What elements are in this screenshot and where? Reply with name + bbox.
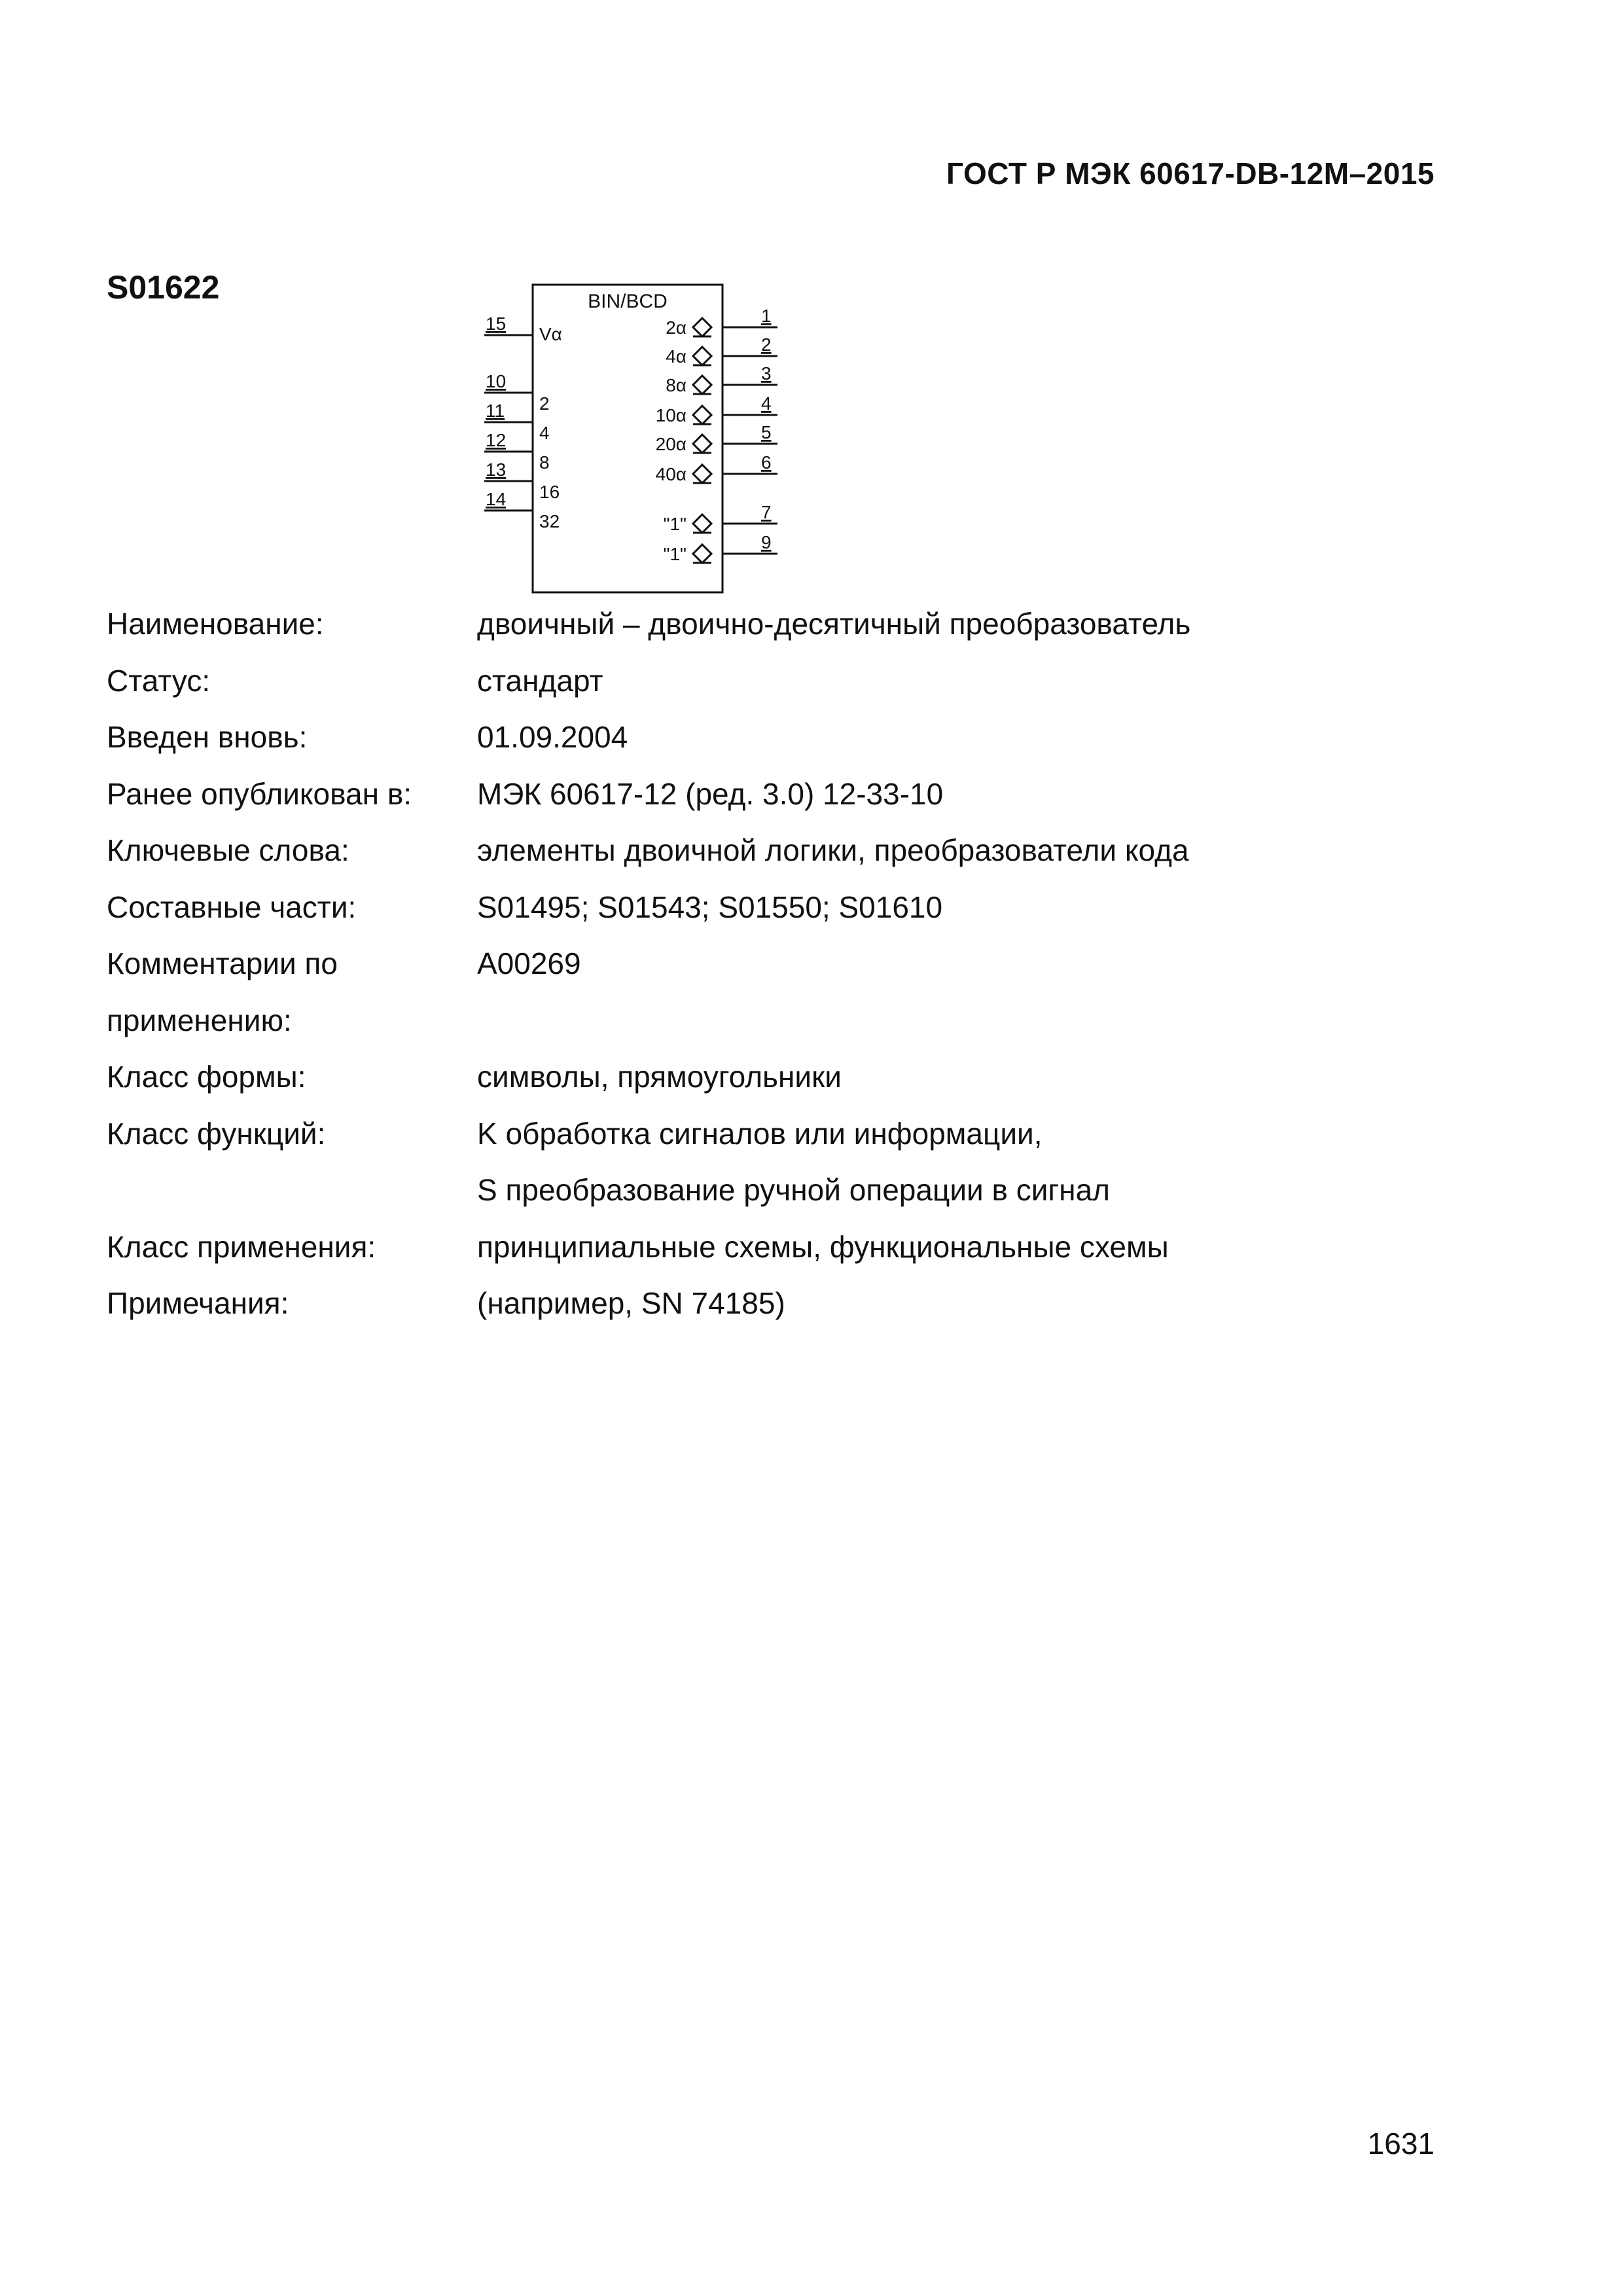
page-number: 1631 bbox=[1367, 2126, 1435, 2161]
output-pin-number: 9 bbox=[761, 532, 772, 552]
property-value: символы, прямоугольники bbox=[477, 1060, 842, 1094]
property-label: Класс применения: bbox=[107, 1229, 376, 1264]
property-row bbox=[107, 992, 1350, 1049]
property-value: элементы двоичной логики, преобразователи кода bbox=[477, 833, 1189, 867]
property-row bbox=[107, 653, 1350, 709]
property-row bbox=[107, 596, 1350, 653]
property-value: S01495; S01543; S01550; S01610 bbox=[477, 889, 943, 924]
input-label: 32 bbox=[539, 511, 560, 531]
property-value bbox=[477, 992, 1350, 1049]
property-label: Ключевые слова: bbox=[107, 833, 349, 867]
property-label: Класс формы: bbox=[107, 1060, 306, 1094]
property-row bbox=[107, 879, 1350, 936]
bin-bcd-converter-symbol bbox=[470, 275, 823, 602]
property-value: МЭК 60617-12 (ред. 3.0) 12-33-10 bbox=[477, 776, 944, 811]
output-pin-number: 5 bbox=[761, 422, 772, 442]
output-label: "1" bbox=[663, 514, 687, 534]
input-pin-number: 13 bbox=[486, 459, 507, 480]
property-label: Комментарии по bbox=[107, 946, 338, 980]
property-row bbox=[107, 1275, 1350, 1332]
output-pin-number: 6 bbox=[761, 452, 772, 473]
property-label: Статус: bbox=[107, 663, 211, 698]
property-value: S преобразование ручной операции в сигнал bbox=[477, 1173, 1111, 1207]
open-output-diamond bbox=[693, 545, 711, 563]
property-value: стандарт bbox=[477, 663, 603, 698]
property-row bbox=[107, 1219, 1350, 1276]
output-label: 20α bbox=[655, 434, 687, 454]
property-row bbox=[107, 766, 1350, 823]
open-output-diamond bbox=[693, 318, 711, 336]
open-output-diamond bbox=[693, 435, 711, 453]
property-label: применению: bbox=[107, 1003, 292, 1037]
input-pin-number: 10 bbox=[486, 371, 507, 391]
property-value: K обработка сигналов или информации, bbox=[477, 1116, 1043, 1151]
output-pin-number: 3 bbox=[761, 363, 772, 384]
property-row bbox=[107, 1049, 1350, 1105]
property-label: Наименование: bbox=[107, 607, 324, 641]
symbol-diagram bbox=[470, 275, 823, 602]
output-label: 2α bbox=[666, 317, 687, 338]
property-row bbox=[107, 935, 1350, 992]
property-row bbox=[107, 1105, 1350, 1162]
enable-label: Vα bbox=[539, 324, 562, 344]
open-output-diamond bbox=[693, 514, 711, 533]
property-label: Введен вновь: bbox=[107, 720, 308, 754]
property-label: Класс функций: bbox=[107, 1116, 326, 1151]
property-table bbox=[107, 596, 1350, 1332]
output-label: 40α bbox=[655, 464, 687, 484]
property-row bbox=[107, 709, 1350, 766]
input-pins bbox=[484, 314, 560, 531]
output-label: "1" bbox=[663, 544, 687, 564]
output-label: 4α bbox=[666, 346, 687, 367]
open-output-diamond bbox=[693, 376, 711, 394]
property-value: (например, SN 74185) bbox=[477, 1286, 785, 1320]
property-value: принципиальные схемы, функциональные схемы bbox=[477, 1229, 1169, 1264]
input-pin-number: 11 bbox=[486, 401, 505, 421]
input-pin-number: 12 bbox=[486, 430, 507, 450]
property-label: Ранее опубликован в: bbox=[107, 776, 412, 811]
property-value: двоичный – двоично-десятичный преобразователь bbox=[477, 607, 1191, 641]
input-label: 16 bbox=[539, 482, 560, 502]
input-pin-number: 15 bbox=[486, 314, 507, 334]
open-output-diamond bbox=[693, 406, 711, 424]
output-pins bbox=[656, 306, 777, 564]
property-value: 01.09.2004 bbox=[477, 720, 628, 754]
symbol-title: BIN/BCD bbox=[588, 291, 668, 312]
input-pin-number: 14 bbox=[486, 489, 507, 509]
property-row bbox=[107, 1162, 1350, 1219]
open-output-diamond bbox=[693, 347, 711, 365]
symbol-code: S01622 bbox=[107, 269, 220, 306]
property-label: Составные части: bbox=[107, 889, 357, 924]
property-row bbox=[107, 822, 1350, 879]
output-pin-number: 7 bbox=[761, 502, 772, 522]
output-label: 8α bbox=[666, 375, 687, 395]
standard-designation: ГОСТ Р МЭК 60617-DB-12M–2015 bbox=[946, 156, 1435, 190]
output-pin-number: 2 bbox=[761, 334, 772, 355]
property-value: A00269 bbox=[477, 946, 581, 980]
input-label: 2 bbox=[539, 393, 550, 414]
output-label: 10α bbox=[655, 405, 687, 425]
input-label: 4 bbox=[539, 423, 550, 443]
output-pin-number: 1 bbox=[761, 306, 772, 326]
output-pin-number: 4 bbox=[761, 393, 772, 414]
input-label: 8 bbox=[539, 452, 550, 473]
open-output-diamond bbox=[693, 465, 711, 483]
property-label bbox=[107, 1162, 477, 1219]
property-label: Примечания: bbox=[107, 1286, 289, 1320]
